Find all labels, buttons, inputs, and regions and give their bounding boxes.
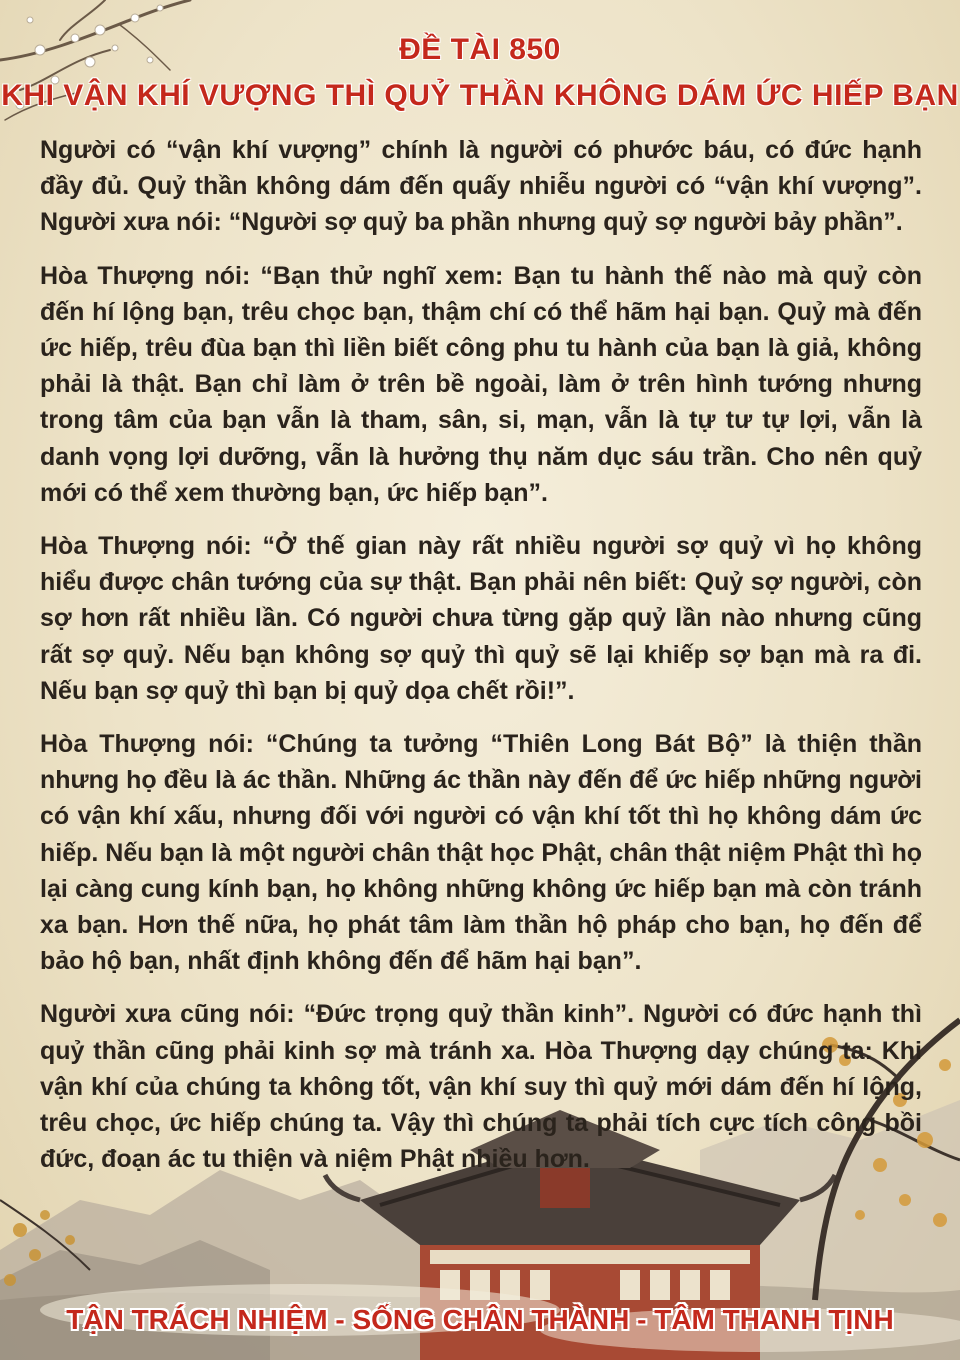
topic-headline: KHI VẬN KHÍ VƯỢNG THÌ QUỶ THẦN KHÔNG DÁM ỨC HIẾP BẠN — [1, 79, 959, 112]
paragraph-4: Hòa Thượng nói: “Chúng ta tưởng “Thiên Long Bát Bộ” là thiện thần nhưng họ đều là ác thần. Những ác thần này đến để ức hiếp những người có vận khí xấu, nhưng đối với người có vận khí tốt thì họ không dám ức hiếp. Nếu bạn là một người chân thật học Phật, chân thật niệm Phật thì họ lại càng cung kính bạn, họ không những không ức hiếp bạn mà còn tránh xa bạn. Hơn thế nữa, họ phát tâm làm thần hộ pháp cho bạn, họ đến để bảo hộ bạn, nhất định không đến để hãm hại bạn”. — [40, 730, 922, 976]
paragraph-5: Người xưa cũng nói: “Đức trọng quỷ thần kinh”. Người có đức hạnh thì quỷ thần cũng phải kinh sợ mà tránh xa. Hòa Thượng dạy chúng ta: Khi vận khí của chúng ta không tốt, vận khí suy thì quỷ mới dám đến hí lộng, trêu chọc, ức hiếp chúng ta. Vậy thì chúng ta phải tích cực tích công bồi đức, đoạn ác tu thiện và niệm Phật nhiều hơn. — [40, 1000, 922, 1174]
topic-number-title: ĐỀ TÀI 850 — [399, 33, 561, 66]
article-body — [40, 132, 922, 1194]
paragraph-1: Người có “vận khí vượng” chính là người có phước báu, có đức hạnh đầy đủ. Quỷ thần không dám đến quấy nhiễu người có “vận khí vượng”. Người xưa nói: “Người sợ quỷ ba phần nhưng quỷ sợ người bảy phần”. — [40, 136, 922, 237]
title-block — [0, 28, 960, 120]
footer-motto: TẬN TRÁCH NHIỆM - SỐNG CHÂN THÀNH - TÂM THANH TỊNH — [66, 1304, 894, 1335]
paragraph-2: Hòa Thượng nói: “Bạn thử nghĩ xem: Bạn tu hành thế nào mà quỷ còn đến hí lộng bạn, trêu chọc bạn, thậm chí có thể hãm hại bạn. Quỷ mà đến ức hiếp, trêu đùa bạn thì liền biết công phu tu hành của bạn là giả, không phải là thật. Bạn chỉ làm ở trên bề ngoài, làm ở trên hình tướng nhưng trong tâm của bạn vẫn là tham, sân, si, mạn, vẫn là tự tư tự lợi, vẫn là danh vọng lợi dưỡng, vẫn là hưởng thụ năm dục sáu trần. Cho nên quỷ mới có thể xem thường bạn, ức hiếp bạn”. — [40, 261, 922, 507]
paragraph-3: Hòa Thượng nói: “Ở thế gian này rất nhiều người sợ quỷ vì họ không hiểu được chân tướng của sự thật. Bạn phải nên biết: Quỷ sợ người, còn sợ hơn rất nhiều lần. Có người chưa từng gặp quỷ lần nào nhưng cũng rất sợ quỷ. Nếu bạn không sợ quỷ thì quỷ sẽ lại khiếp sợ bạn mà ra đi. Nếu bạn sợ quỷ thì bạn bị quỷ dọa chết rồi!”. — [40, 532, 922, 705]
